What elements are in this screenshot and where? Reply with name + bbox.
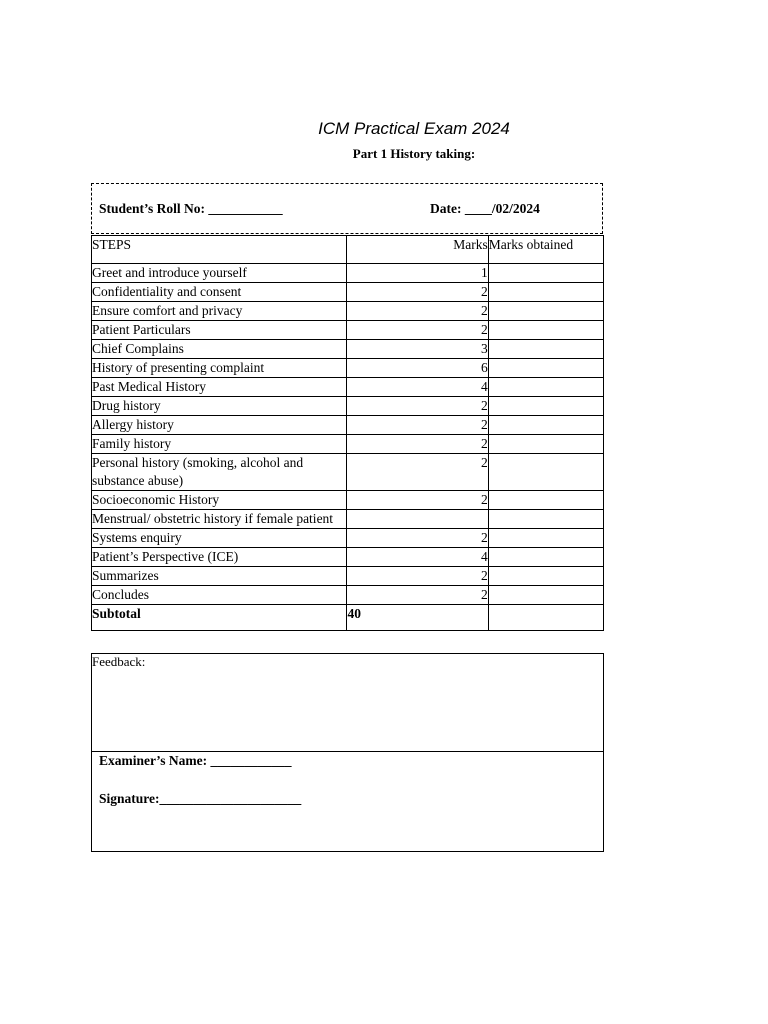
marks-obtained-cell[interactable] [488, 264, 603, 283]
marks-obtained-cell[interactable] [488, 491, 603, 510]
marks-table [91, 235, 604, 631]
header-marks: Marks [347, 236, 488, 264]
step-cell: Patient’s Perspective (ICE) [92, 548, 347, 567]
subtotal-label: Subtotal [92, 605, 347, 631]
feedback-label: Feedback: [92, 654, 146, 669]
marks-cell: 2 [347, 567, 488, 586]
marks-obtained-cell[interactable] [488, 435, 603, 454]
step-cell: Allergy history [92, 416, 347, 435]
step-cell: Ensure comfort and privacy [92, 302, 347, 321]
step-cell: Summarizes [92, 567, 347, 586]
marks-obtained-cell[interactable] [488, 586, 603, 605]
date-field[interactable]: Date: ____/02/2024 [430, 201, 540, 216]
table-row [92, 283, 604, 302]
table-row [92, 359, 604, 378]
marks-cell: 3 [347, 340, 488, 359]
subtotal-obtained-cell[interactable] [488, 605, 603, 631]
marks-cell: 2 [347, 397, 488, 416]
table-row [92, 416, 604, 435]
examiner-box [91, 751, 604, 852]
table-row [92, 510, 604, 529]
table-row [92, 340, 604, 359]
table-row [92, 567, 604, 586]
marks-cell: 2 [347, 435, 488, 454]
table-row [92, 264, 604, 283]
page-title: ICM Practical Exam 2024 [318, 119, 510, 138]
step-cell: Greet and introduce yourself [92, 264, 347, 283]
marks-cell: 2 [347, 416, 488, 435]
step-cell: Past Medical History [92, 378, 347, 397]
marks-obtained-cell[interactable] [488, 510, 603, 529]
marks-obtained-cell[interactable] [488, 378, 603, 397]
marks-obtained-cell[interactable] [488, 548, 603, 567]
step-cell: Drug history [92, 397, 347, 416]
marks-cell: 4 [347, 378, 488, 397]
marks-cell: 2 [347, 529, 488, 548]
step-cell: Systems enquiry [92, 529, 347, 548]
step-cell: Chief Complains [92, 340, 347, 359]
marks-obtained-cell[interactable] [488, 454, 603, 491]
subtotal-value: 40 [347, 605, 488, 631]
marks-obtained-cell[interactable] [488, 321, 603, 340]
table-row [92, 378, 604, 397]
marks-cell [347, 510, 488, 529]
marks-obtained-cell[interactable] [488, 397, 603, 416]
table-row [92, 397, 604, 416]
table-row [92, 491, 604, 510]
marks-cell: 1 [347, 264, 488, 283]
marks-obtained-cell[interactable] [488, 359, 603, 378]
marks-cell: 2 [347, 586, 488, 605]
subtotal-row [92, 605, 604, 631]
marks-obtained-cell[interactable] [488, 302, 603, 321]
page-subtitle: Part 1 History taking: [352, 146, 476, 161]
step-cell: Menstrual/ obstetric history if female patient [92, 510, 347, 529]
table-row [92, 454, 604, 491]
table-body [92, 264, 604, 605]
student-info-box [91, 183, 603, 234]
table-row [92, 435, 604, 454]
marks-obtained-cell[interactable] [488, 283, 603, 302]
table-row [92, 321, 604, 340]
step-cell: Patient Particulars [92, 321, 347, 340]
marks-cell: 2 [347, 491, 488, 510]
step-cell: Confidentiality and consent [92, 283, 347, 302]
marks-cell: 2 [347, 283, 488, 302]
roll-number-field[interactable]: Student’s Roll No: ___________ [99, 201, 283, 216]
table-row [92, 529, 604, 548]
signature-field[interactable]: Signature:_____________________ [99, 791, 302, 806]
marks-cell: 4 [347, 548, 488, 567]
step-cell: Socioeconomic History [92, 491, 347, 510]
marks-obtained-cell[interactable] [488, 529, 603, 548]
marks-obtained-cell[interactable] [488, 416, 603, 435]
header-marks-obtained: Marks obtained [488, 236, 603, 264]
marks-obtained-cell[interactable] [488, 340, 603, 359]
step-cell: Personal history (smoking, alcohol and substance abuse) [92, 454, 347, 491]
table-row [92, 548, 604, 567]
step-cell: Family history [92, 435, 347, 454]
step-cell: Concludes [92, 586, 347, 605]
marks-cell: 2 [347, 321, 488, 340]
marks-cell: 2 [347, 454, 488, 491]
feedback-box[interactable] [91, 653, 604, 752]
table-row [92, 302, 604, 321]
marks-obtained-cell[interactable] [488, 567, 603, 586]
table-row [92, 586, 604, 605]
marks-cell: 6 [347, 359, 488, 378]
marks-cell: 2 [347, 302, 488, 321]
header-steps: STEPS [92, 236, 347, 264]
step-cell: History of presenting complaint [92, 359, 347, 378]
examiner-name-field[interactable]: Examiner’s Name: ____________ [99, 753, 292, 768]
table-header-row [92, 236, 604, 264]
